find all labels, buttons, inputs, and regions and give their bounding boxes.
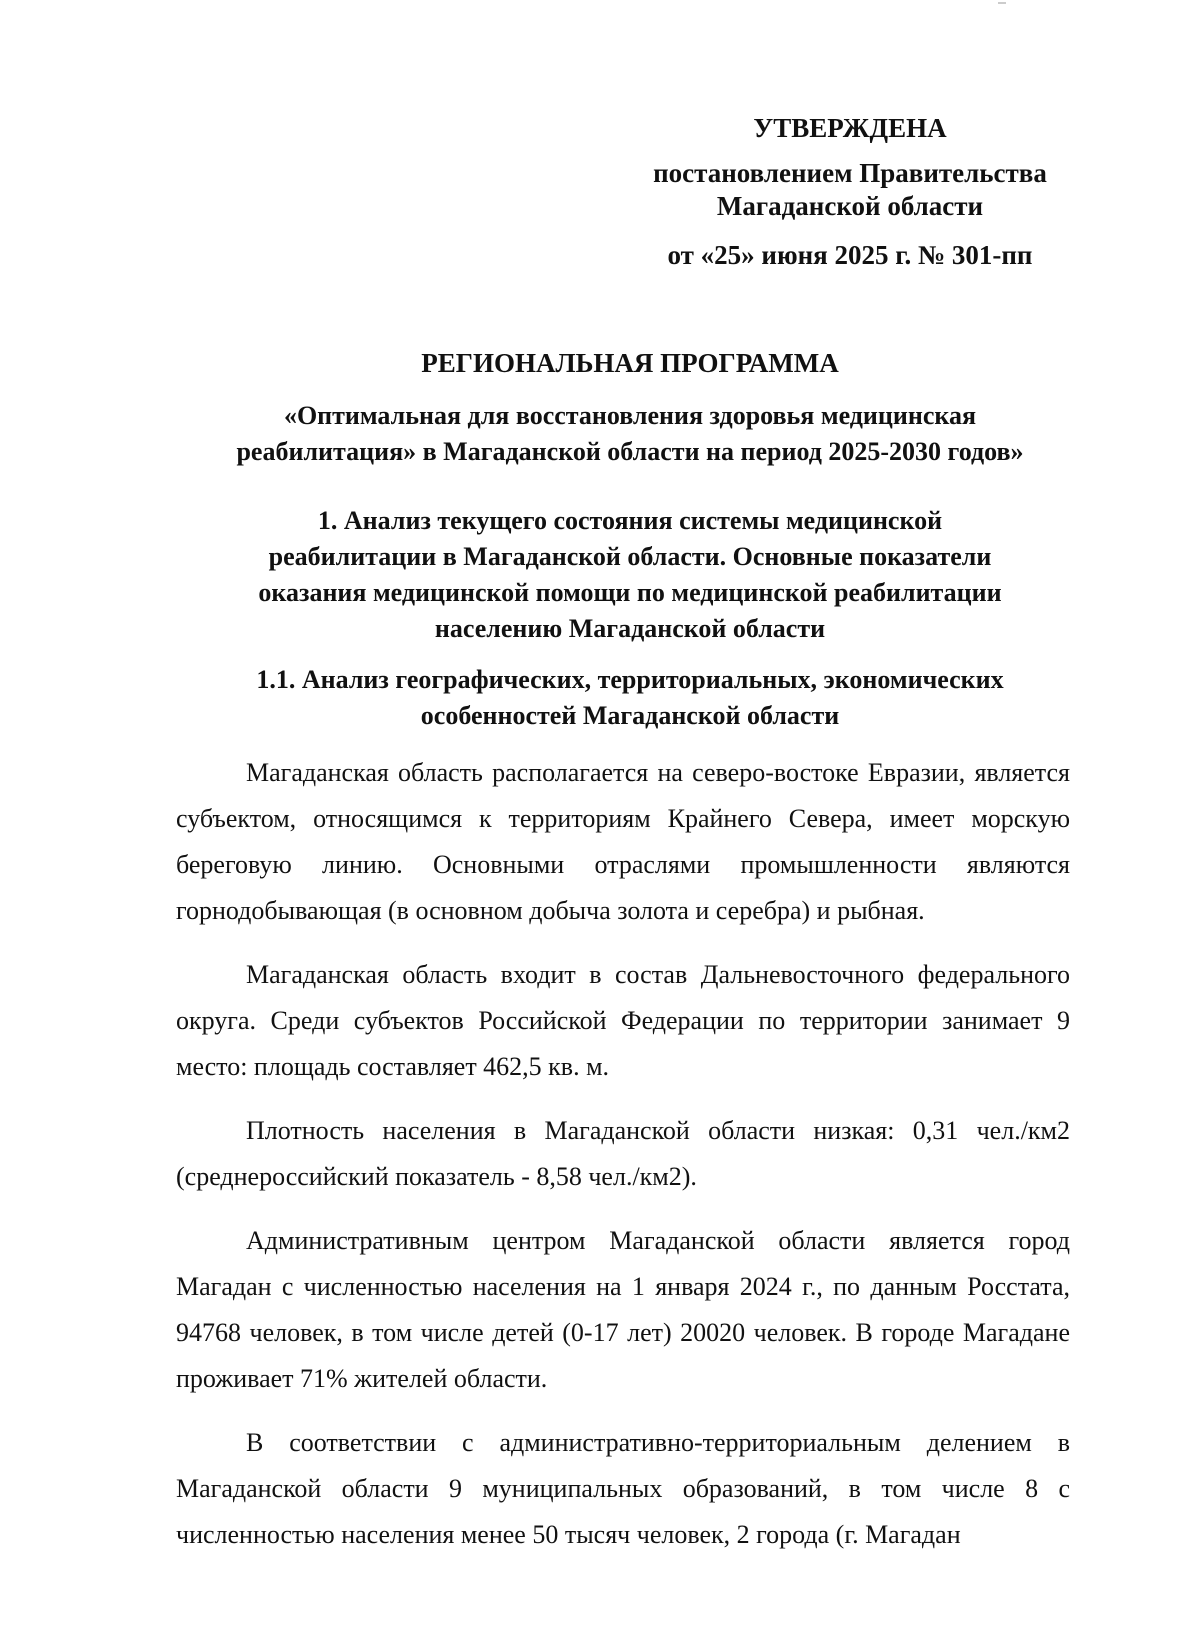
body-text — [176, 750, 1070, 1576]
approval-title: УТВЕРЖДЕНА — [753, 113, 947, 143]
section-1-1-heading-line-2: особенностей Магаданской области — [420, 701, 840, 730]
paragraph-administrative-center: Административным центром Магаданской области является город Магадан с численностью населения на 1 января 2024 г., по данным Росстата, 94768 человек, в том числе детей (0-17 лет) 20020 человек. В городе Магадане проживает 71% жителей области. — [176, 1226, 1070, 1393]
approval-date: от «25» июня 2025 г. № 301-пп — [667, 240, 1033, 270]
program-name-line-2: реабилитация» в Магаданской области на период 2025-2030 годов» — [236, 437, 1024, 466]
approval-line-1: постановлением Правительства — [653, 158, 1047, 188]
program-name — [150, 398, 1110, 470]
section-1-heading-line-4: населению Магаданской области — [434, 614, 826, 643]
section-1-heading — [150, 503, 1110, 647]
section-1-heading-line-2: реабилитации в Магаданской области. Основные показатели — [268, 542, 992, 571]
section-1-1-heading — [150, 662, 1110, 734]
section-1-heading-line-1: 1. Анализ текущего состояния системы медицинской — [317, 506, 943, 535]
approval-line-2: Магаданской области — [716, 191, 984, 221]
section-1-heading-line-3: оказания медицинской помощи по медицинской реабилитации — [258, 578, 1002, 607]
paragraph-population-density: Плотность населения в Магаданской области низкая: 0,31 чел./км2 (среднероссийский показатель - 8,58 чел./км2). — [176, 1116, 1070, 1191]
approval-stamp-block — [600, 112, 1100, 272]
paragraph-federal-district: Магаданская область входит в состав Дальневосточного федерального округа. Среди субъектов Российской Федерации по территории занимает 9 место: площадь составляет 462,5 кв. м. — [176, 960, 1070, 1081]
paragraph-geography: Магаданская область располагается на северо-востоке Евразии, является субъектом, относящимся к территориям Крайнего Севера, имеет морскую береговую линию. Основными отраслями промышленности являются горнодобывающая (в основном добыча золота и серебра) и рыбная. — [176, 758, 1070, 925]
program-title: РЕГИОНАЛЬНАЯ ПРОГРАММА — [421, 348, 839, 378]
section-1-1-heading-line-1: 1.1. Анализ географических, территориальных, экономических — [256, 665, 1004, 694]
scan-artifact — [998, 2, 1006, 4]
program-name-line-1: «Оптимальная для восстановления здоровья медицинская — [283, 401, 977, 430]
paragraph-municipal-division: В соответствии с административно-территориальным делением в Магаданской области 9 муниципальных образований, в том числе 8 с численностью населения менее 50 тысяч человек, 2 города (г. Магадан — [176, 1428, 1070, 1549]
